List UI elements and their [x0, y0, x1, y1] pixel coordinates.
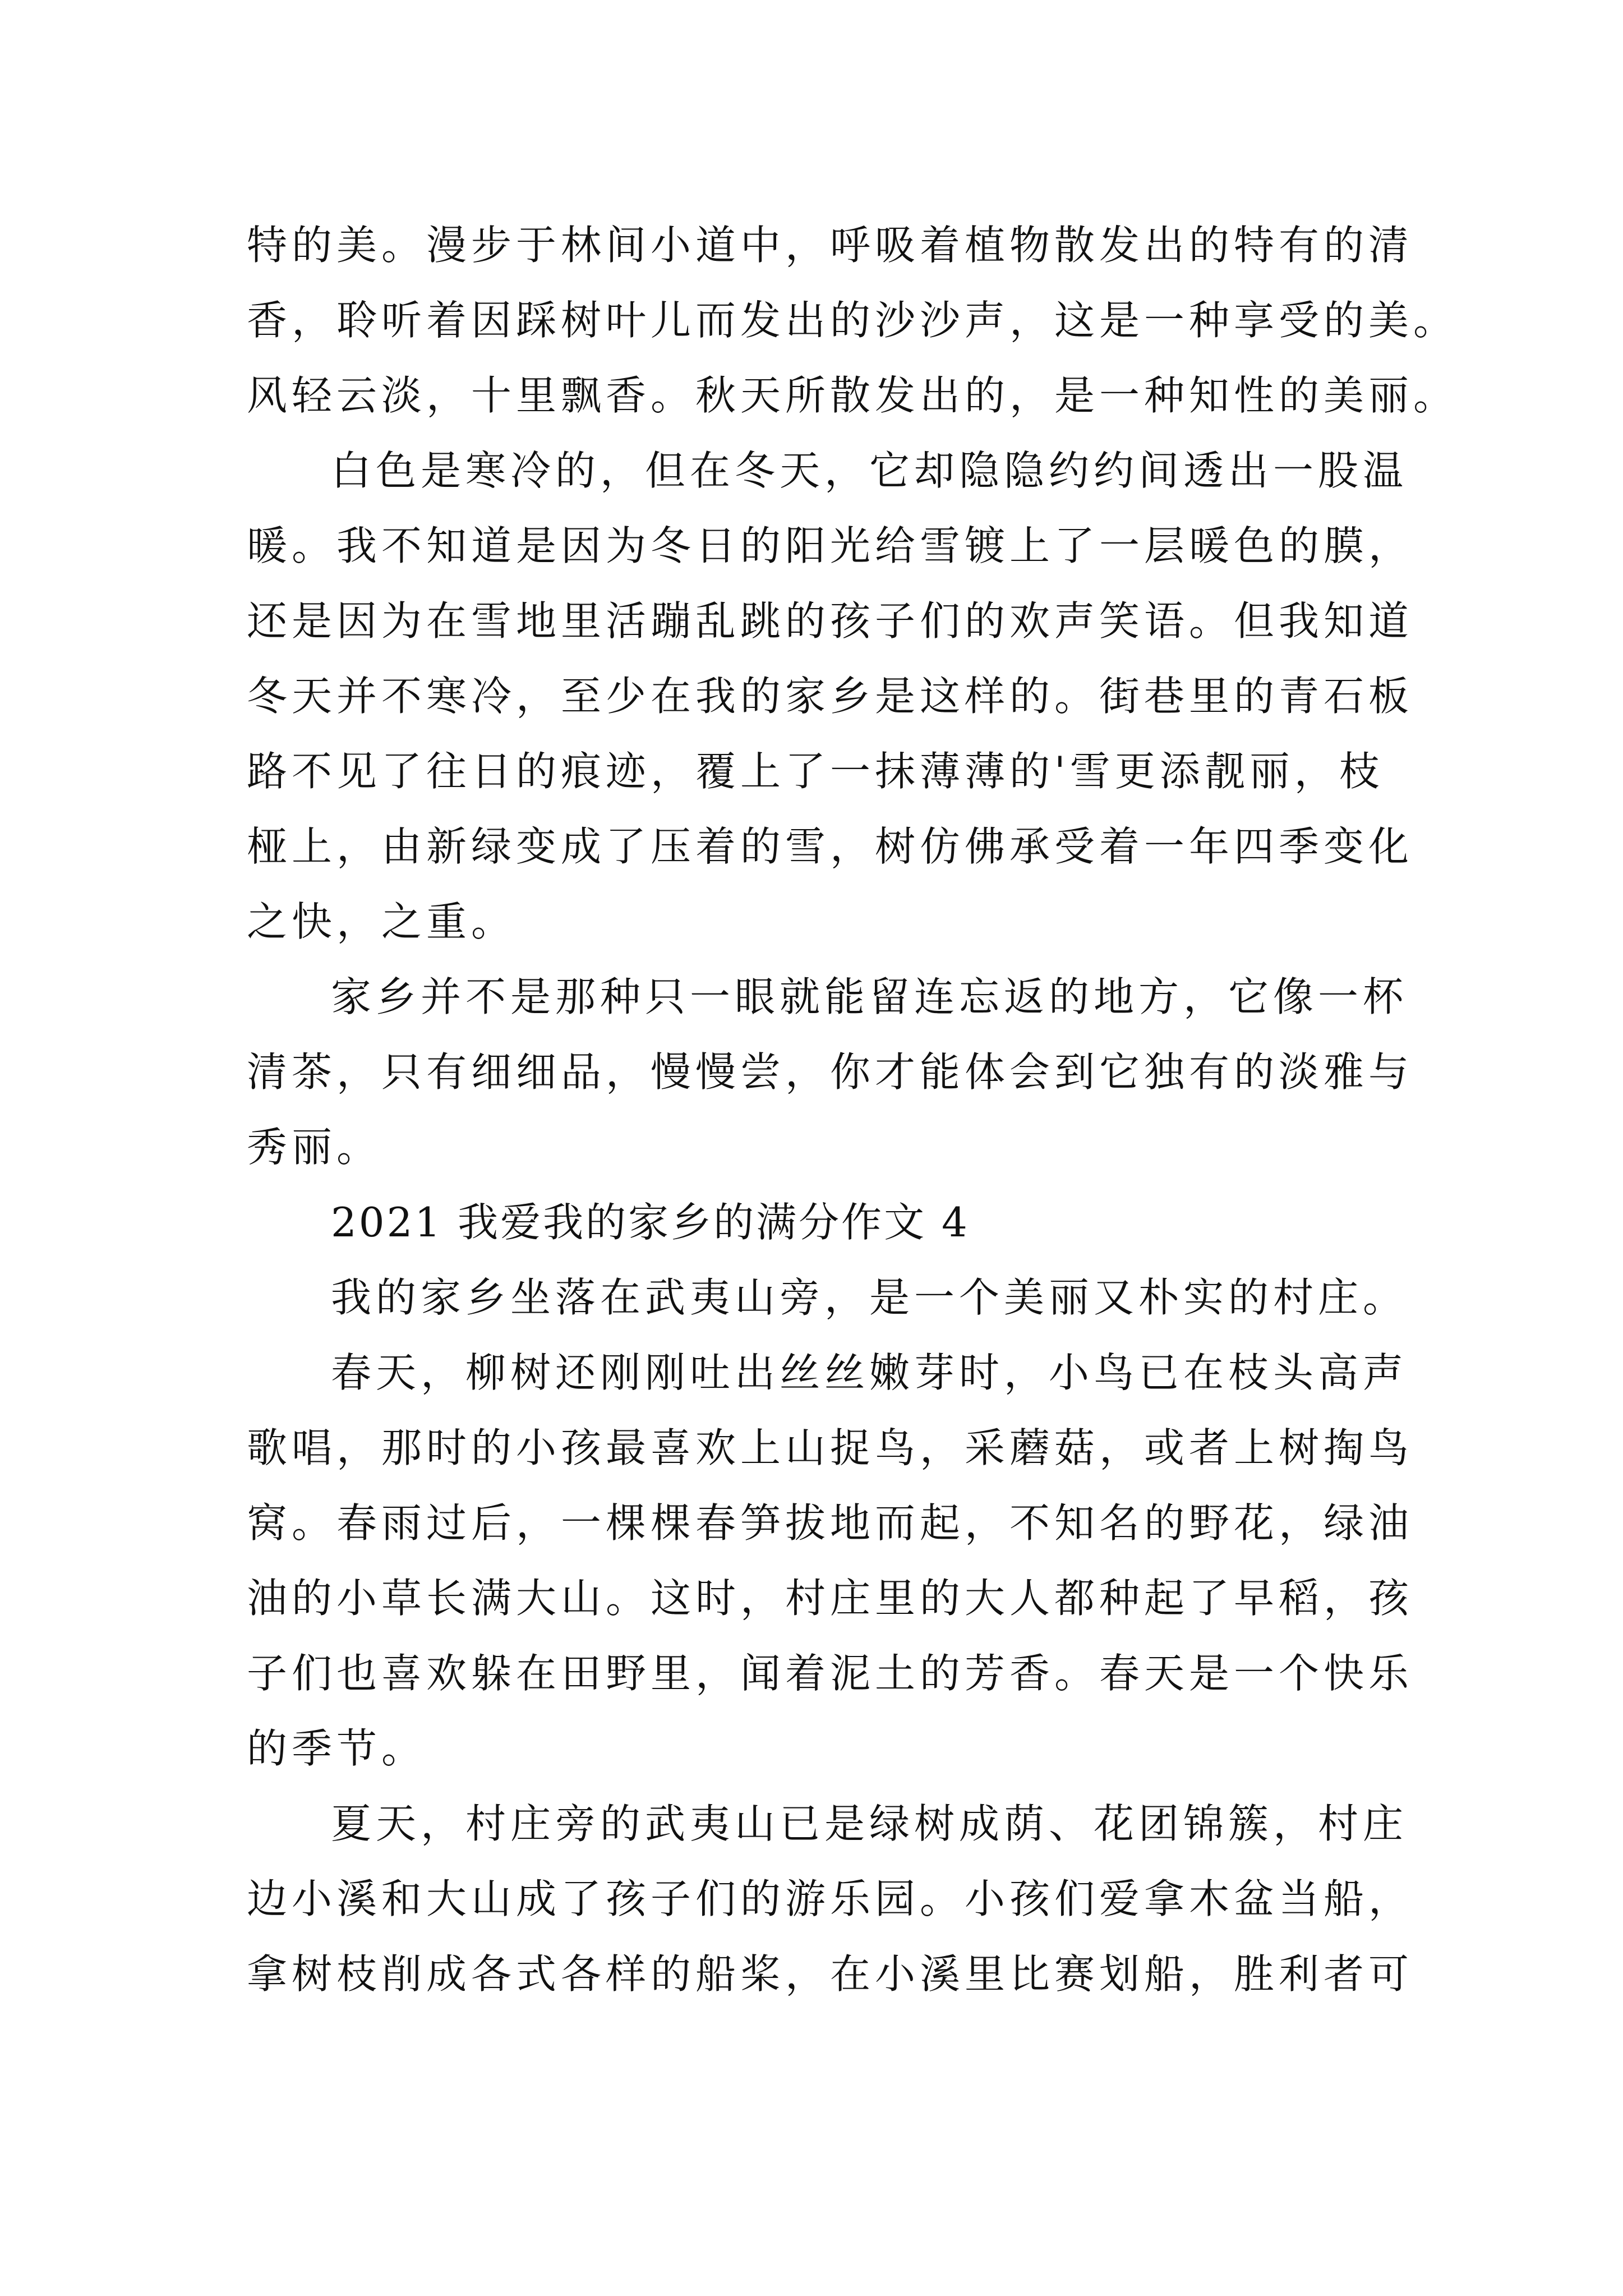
text-line-24: 拿树枝削成各式各样的船桨，在小溪里比赛划船，胜利者可 [247, 1950, 1414, 1998]
text-line-17: 歌唱，那时的小孩最喜欢上山捉鸟，采蘑菇，或者上树掏鸟 [247, 1424, 1414, 1471]
text-line-7: 冬天并不寒冷，至少在我的家乡是这样的。街巷里的青石板 [247, 673, 1414, 720]
text-line-22: 夏天，村庄旁的武夷山已是绿树成荫、花团锦簇，村庄 [331, 1800, 1408, 1847]
text-line-1: 特的美。漫步于林间小道中，呼吸着植物散发出的特有的清 [247, 222, 1414, 269]
text-line-10: 之快，之重。 [247, 898, 517, 945]
text-line-11: 家乡并不是那种只一眼就能留连忘返的地方，它像一杯 [331, 973, 1408, 1020]
text-line-19: 油的小草长满大山。这时，村庄里的大人都种起了早稻，孩 [247, 1575, 1414, 1622]
text-line-8: 路不见了往日的痕迹，覆上了一抹薄薄的'雪更添靓丽，枝 [247, 748, 1384, 795]
text-line-6: 还是因为在雪地里活蹦乱跳的孩子们的欢声笑语。但我知道 [247, 597, 1414, 645]
text-line-20: 子们也喜欢躲在田野里，闻着泥土的芳香。春天是一个快乐 [247, 1650, 1414, 1697]
text-line-21: 的季节。 [247, 1725, 427, 1772]
text-line-9: 桠上，由新绿变成了压着的雪，树仿佛承受着一年四季变化 [247, 823, 1414, 870]
text-line-18: 窝。春雨过后，一棵棵春笋拔地而起，不知名的野花，绿油 [247, 1499, 1414, 1547]
document-body [247, 208, 1459, 2012]
text-line-2: 香，聆听着因踩树叶儿而发出的沙沙声，这是一种享受的美。 [247, 297, 1459, 344]
text-line-16: 春天，柳树还刚刚吐出丝丝嫩芽时，小鸟已在枝头高声 [331, 1349, 1408, 1396]
text-line-12: 清茶，只有细细品，慢慢尝，你才能体会到它独有的淡雅与 [247, 1048, 1414, 1096]
text-line-5: 暖。我不知道是因为冬日的阳光给雪镀上了一层暖色的膜， [247, 522, 1414, 569]
text-line-23: 边小溪和大山成了孩子们的游乐园。小孩们爱拿木盆当船， [247, 1875, 1414, 1922]
text-line-3: 风轻云淡，十里飘香。秋天所散发出的，是一种知性的美丽。 [247, 372, 1459, 419]
text-line-4: 白色是寒冷的，但在冬天，它却隐隐约约间透出一股温 [331, 447, 1408, 494]
text-line-13: 秀丽。 [247, 1124, 382, 1171]
text-line-15: 我的家乡坐落在武夷山旁，是一个美丽又朴实的村庄。 [331, 1274, 1408, 1321]
section-heading: 2021 我爱我的家乡的满分作文 4 [331, 1199, 970, 1246]
